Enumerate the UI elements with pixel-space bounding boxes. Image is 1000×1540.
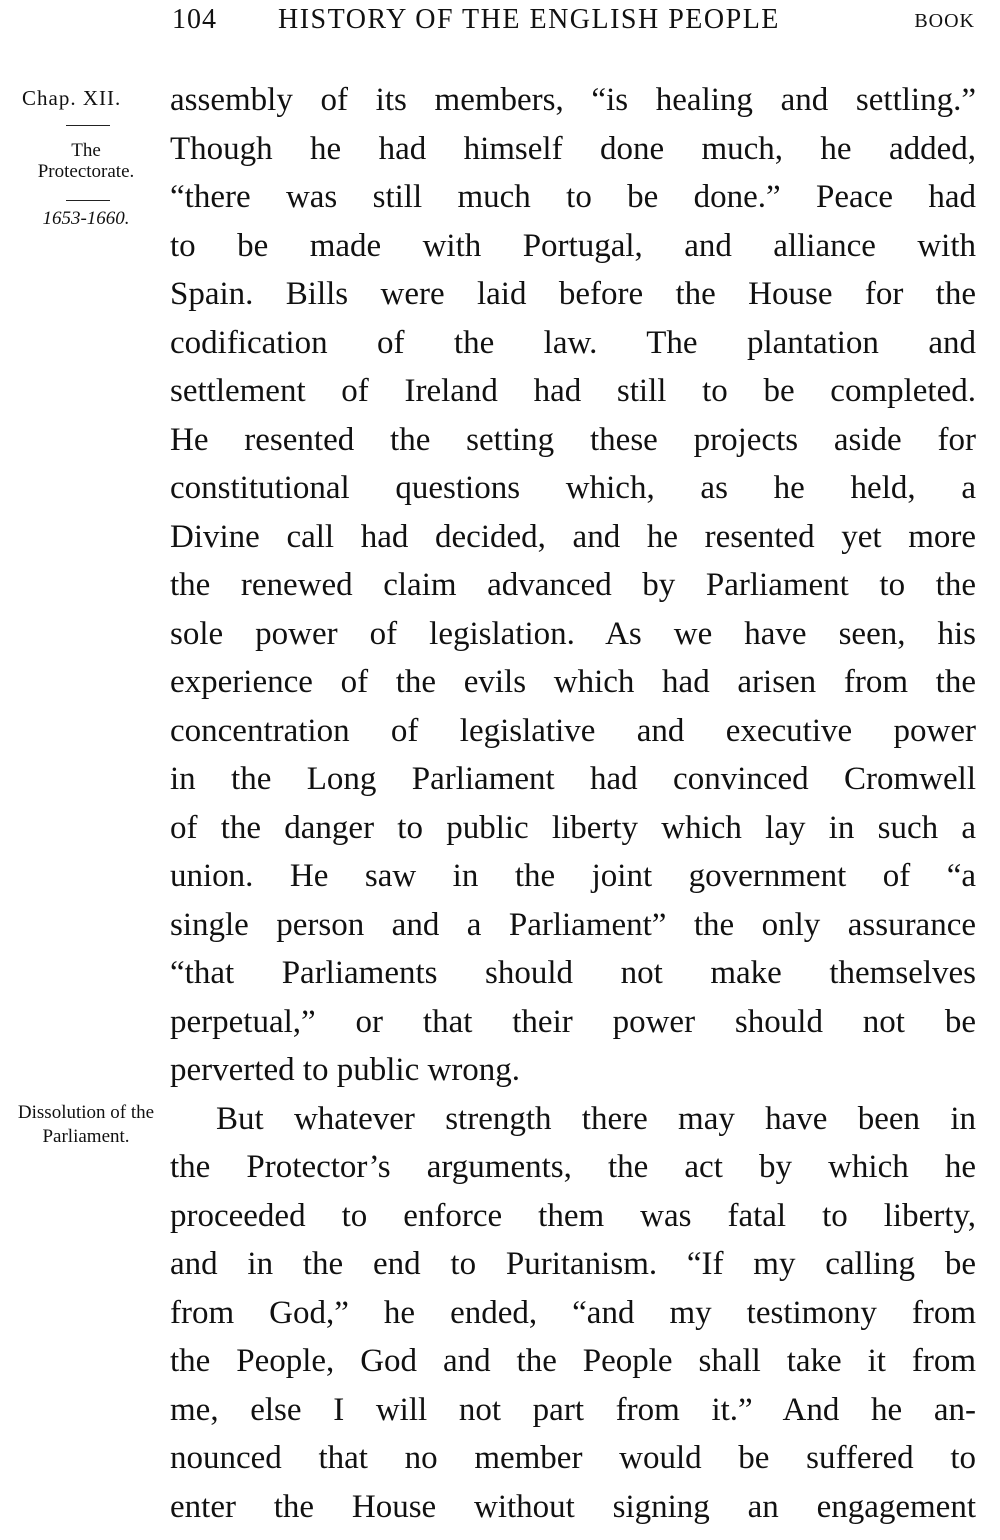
text-line: settlement of Ireland had still to be completed. (170, 373, 976, 409)
text-line: the Protector’s arguments, the act by which he (170, 1149, 976, 1185)
text-line: the People, God and the People shall take it from (170, 1343, 976, 1379)
margin-rule (66, 200, 110, 201)
text-line: me, else I will not part from it.” And he an- (170, 1391, 976, 1428)
text-line: the renewed claim advanced by Parliament to the (170, 567, 976, 603)
text-line: nounced that no member would be suffered to (170, 1440, 976, 1476)
text-line: proceeded to enforce them was fatal to liberty, (170, 1197, 976, 1234)
text-line: perverted to public wrong. (170, 1052, 521, 1088)
text-line: and in the end to Puritanism. “If my calling be (170, 1246, 976, 1282)
text-line: to be made with Portugal, and alliance with (170, 227, 976, 264)
running-title: HISTORY OF THE ENGLISH PEOPLE (278, 4, 780, 35)
margin-topic-label: The Protectorate. (37, 140, 135, 182)
text-line: in the Long Parliament had convinced Cromwell (170, 761, 976, 797)
margin-chapter-label: Chap. XII. (22, 86, 122, 110)
text-line: “there was still much to be done.” Peace had (170, 179, 976, 215)
text-line: single person and a Parliament” the only assurance (170, 906, 976, 943)
text-line: sole power of legislation. As we have seen, his (170, 615, 976, 652)
book-label: BOOK (914, 10, 975, 32)
page-number: 104 (172, 4, 217, 35)
margin-years-label: 1653-1660. (42, 208, 130, 229)
text-line: assembly of its members, “is healing and settling.” (170, 82, 976, 118)
text-line: constitutional questions which, as he held, a (170, 470, 976, 506)
margin-dissolution-label: Dissolution of the Parliament. (17, 1102, 155, 1147)
text-line: Though he had himself done much, he added, (170, 130, 976, 167)
text-line: “that Parliaments should not make themselves (170, 955, 976, 991)
text-line: union. He saw in the joint government of “a (170, 858, 976, 894)
text-line: enter the House without signing an engagement (170, 1488, 976, 1525)
text-line: perpetual,” or that their power should not be (170, 1003, 976, 1040)
text-line: Spain. Bills were laid before the House for the (170, 276, 976, 312)
text-line: concentration of legislative and executive power (170, 712, 976, 749)
text-line: from God,” he ended, “and my testimony from (170, 1294, 976, 1331)
text-line: experience of the evils which had arisen from the (170, 664, 976, 700)
body-text (170, 76, 976, 1531)
text-line: But whatever strength there may have been in (216, 1100, 976, 1137)
text-line: He resented the setting these projects aside for (170, 421, 976, 458)
text-line: Divine call had decided, and he resented yet more (170, 518, 976, 555)
margin-rule (66, 125, 110, 126)
text-line: codification of the law. The plantation and (170, 324, 976, 361)
text-line: of the danger to public liberty which lay in such a (170, 809, 976, 846)
running-header (170, 4, 975, 40)
